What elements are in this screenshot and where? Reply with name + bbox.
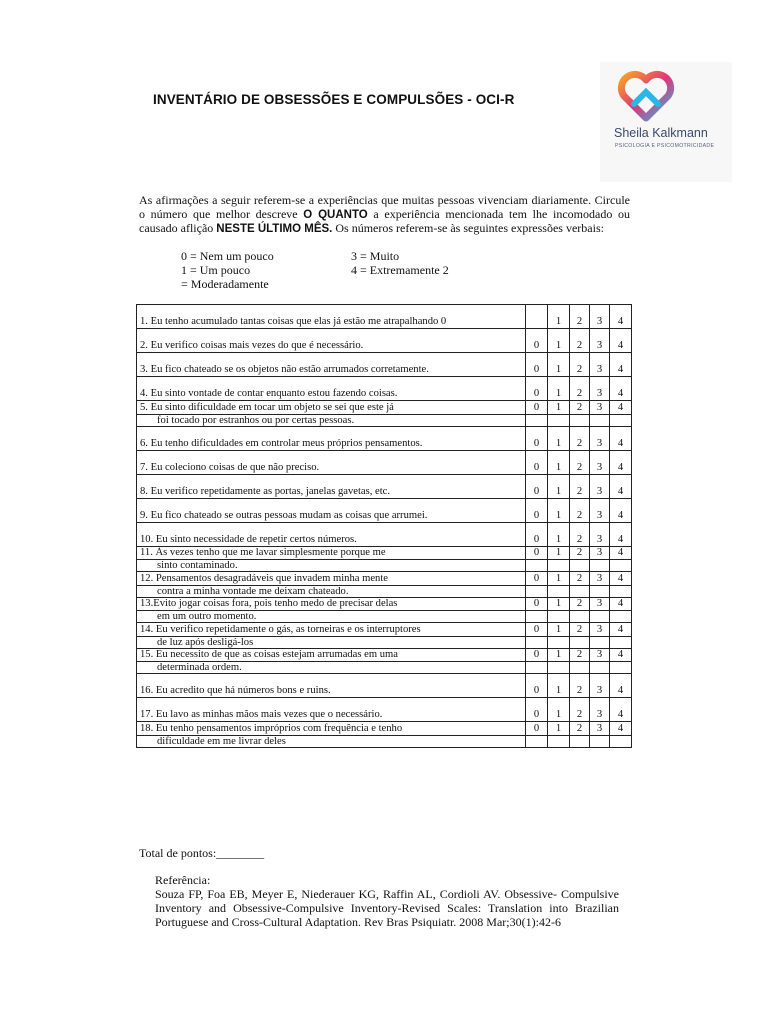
empty-cell [590, 662, 610, 674]
table-row [137, 450, 632, 474]
score-option-4[interactable]: 4 [610, 698, 632, 722]
legend-3: 3 = Muito [351, 249, 400, 263]
score-option-4[interactable]: 4 [610, 305, 632, 329]
score-option-1[interactable]: 1 [548, 698, 570, 722]
score-option-2[interactable]: 2 [570, 623, 590, 637]
table-row-continuation [137, 735, 632, 747]
score-option-2[interactable]: 2 [570, 722, 590, 736]
table-row [137, 377, 632, 401]
score-option-0[interactable]: 0 [526, 698, 548, 722]
empty-cell [610, 560, 632, 572]
empty-cell [590, 585, 610, 597]
reference [155, 873, 619, 929]
score-option-4[interactable]: 4 [610, 546, 632, 560]
score-option-4[interactable]: 4 [610, 377, 632, 401]
empty-cell [526, 414, 548, 426]
empty-cell [610, 585, 632, 597]
score-option-2[interactable]: 2 [570, 353, 590, 377]
score-option-0[interactable]: 0 [526, 353, 548, 377]
legend-left [181, 249, 274, 291]
intro-bold-1: O QUANTO [303, 208, 368, 221]
total-points: Total de pontos:________ [139, 846, 265, 860]
item-text-continuation: dificuldade em me livrar deles [137, 735, 526, 747]
table-row-continuation [137, 662, 632, 674]
item-text-continuation: de luz após desligá-los [137, 636, 526, 648]
table-row [137, 353, 632, 377]
score-option-2[interactable]: 2 [570, 597, 590, 611]
score-option-0[interactable]: 0 [526, 522, 548, 546]
score-option-1[interactable]: 1 [548, 597, 570, 611]
intro-bold-2: NESTE ÚLTIMO MÊS. [216, 223, 333, 236]
empty-cell [570, 735, 590, 747]
score-option-3[interactable]: 3 [590, 426, 610, 450]
score-option-0[interactable]: 0 [526, 648, 548, 662]
score-option-4[interactable]: 4 [610, 648, 632, 662]
empty-cell [548, 662, 570, 674]
table-row [137, 597, 632, 611]
empty-cell [570, 585, 590, 597]
score-option-3[interactable]: 3 [590, 623, 610, 637]
score-option-1[interactable]: 1 [548, 353, 570, 377]
score-option-0[interactable]: 0 [526, 401, 548, 415]
score-option-3[interactable]: 3 [590, 377, 610, 401]
score-option-1[interactable]: 1 [548, 522, 570, 546]
empty-cell [570, 636, 590, 648]
score-option-1[interactable]: 1 [548, 329, 570, 353]
item-text: 5. Eu sinto dificuldade em tocar um objeto se sei que este já [137, 401, 526, 415]
instructions [139, 194, 630, 237]
empty-cell [548, 560, 570, 572]
item-text: 7. Eu coleciono coisas de que não preciso. [137, 450, 526, 474]
heart-logo-icon [614, 66, 678, 124]
empty-cell [526, 560, 548, 572]
logo-name: Sheila Kalkmann [614, 126, 708, 140]
table-row-continuation [137, 414, 632, 426]
score-option-2[interactable]: 2 [570, 426, 590, 450]
score-option-4[interactable]: 4 [610, 674, 632, 698]
score-option-4[interactable]: 4 [610, 450, 632, 474]
score-option-1[interactable]: 1 [548, 450, 570, 474]
legend-0: 0 = Nem um pouco [181, 249, 274, 263]
item-text-continuation: foi tocado por estranhos ou por certas pessoas. [137, 414, 526, 426]
empty-cell [548, 611, 570, 623]
score-option-0[interactable]: 0 [526, 572, 548, 586]
item-text: 14. Eu verifico repetidamente o gás, as torneiras e os interruptores [137, 623, 526, 637]
score-option-3[interactable]: 3 [590, 401, 610, 415]
score-option-1[interactable]: 1 [548, 426, 570, 450]
empty-cell [610, 414, 632, 426]
score-option-4[interactable]: 4 [610, 572, 632, 586]
item-text: 1. Eu tenho acumulado tantas coisas que elas já estão me atrapalhando 0 [137, 305, 526, 329]
empty-cell [610, 611, 632, 623]
score-option-2[interactable]: 2 [570, 474, 590, 498]
score-option-2[interactable]: 2 [570, 401, 590, 415]
empty-cell [570, 414, 590, 426]
logo-subtitle: PSICOLOGIA E PSICOMOTRICIDADE [615, 143, 715, 149]
score-option-0[interactable]: 0 [526, 426, 548, 450]
item-text: 16. Eu acredito que há números bons e ruins. [137, 674, 526, 698]
score-option-3[interactable]: 3 [590, 329, 610, 353]
empty-cell [570, 662, 590, 674]
score-option-4[interactable]: 4 [610, 597, 632, 611]
item-text: 6. Eu tenho dificuldades em controlar meus próprios pensamentos. [137, 426, 526, 450]
score-option-0[interactable]: 0 [526, 377, 548, 401]
score-option-1[interactable]: 1 [548, 498, 570, 522]
empty-cell [526, 585, 548, 597]
empty-cell [526, 636, 548, 648]
score-option-3[interactable]: 3 [590, 305, 610, 329]
table-row [137, 572, 632, 586]
score-option-0[interactable]: 0 [526, 498, 548, 522]
table-row [137, 474, 632, 498]
item-text: 10. Eu sinto necessidade de repetir certos números. [137, 522, 526, 546]
score-option-1[interactable]: 1 [548, 623, 570, 637]
score-option-2[interactable]: 2 [570, 329, 590, 353]
score-option-0[interactable]: 0 [526, 623, 548, 637]
score-option-3[interactable]: 3 [590, 722, 610, 736]
score-option-4[interactable]: 4 [610, 474, 632, 498]
table-row [137, 698, 632, 722]
score-option-2[interactable]: 2 [570, 450, 590, 474]
score-cell-empty [526, 305, 548, 329]
empty-cell [590, 414, 610, 426]
score-option-2[interactable]: 2 [570, 377, 590, 401]
item-text: 11. Às vezes tenho que me lavar simplesmente porque me [137, 546, 526, 560]
reference-label: Referência: [155, 873, 211, 887]
empty-cell [570, 560, 590, 572]
score-option-1[interactable]: 1 [548, 648, 570, 662]
page-title: INVENTÁRIO DE OBSESSÕES E COMPULSÕES - OCI-R [153, 92, 515, 107]
score-option-3[interactable]: 3 [590, 450, 610, 474]
score-option-4[interactable]: 4 [610, 353, 632, 377]
score-option-1[interactable]: 1 [548, 377, 570, 401]
score-option-1[interactable]: 1 [548, 572, 570, 586]
empty-cell [610, 662, 632, 674]
legend-4: 4 = Extremamente 2 [351, 263, 449, 277]
score-option-3[interactable]: 3 [590, 498, 610, 522]
score-option-0[interactable]: 0 [526, 597, 548, 611]
score-option-0[interactable]: 0 [526, 546, 548, 560]
score-option-3[interactable]: 3 [590, 353, 610, 377]
score-option-1[interactable]: 1 [548, 546, 570, 560]
score-option-1[interactable]: 1 [548, 305, 570, 329]
empty-cell [570, 611, 590, 623]
legend-1: 1 = Um pouco [181, 263, 251, 277]
score-option-4[interactable]: 4 [610, 522, 632, 546]
score-option-2[interactable]: 2 [570, 522, 590, 546]
score-option-4[interactable]: 4 [610, 722, 632, 736]
table-row-continuation [137, 611, 632, 623]
item-text-continuation: em um outro momento. [137, 611, 526, 623]
empty-cell [548, 414, 570, 426]
intro-text-3: Os números referem-se às seguintes expressões verbais: [332, 221, 604, 236]
item-text: 17. Eu lavo as minhas mãos mais vezes que o necessário. [137, 698, 526, 722]
table-row [137, 426, 632, 450]
empty-cell [590, 636, 610, 648]
score-option-4[interactable]: 4 [610, 623, 632, 637]
score-option-1[interactable]: 1 [548, 674, 570, 698]
score-option-4[interactable]: 4 [610, 426, 632, 450]
table-row-continuation [137, 636, 632, 648]
score-option-4[interactable]: 4 [610, 329, 632, 353]
empty-cell [610, 735, 632, 747]
score-option-3[interactable]: 3 [590, 698, 610, 722]
table-row [137, 722, 632, 736]
score-option-3[interactable]: 3 [590, 648, 610, 662]
table-row [137, 401, 632, 415]
item-text: 2. Eu verifico coisas mais vezes do que é necessário. [137, 329, 526, 353]
score-option-2[interactable]: 2 [570, 305, 590, 329]
score-option-0[interactable]: 0 [526, 474, 548, 498]
score-option-0[interactable]: 0 [526, 450, 548, 474]
table-row [137, 546, 632, 560]
item-text: 4. Eu sinto vontade de contar enquanto estou fazendo coisas. [137, 377, 526, 401]
score-option-2[interactable]: 2 [570, 674, 590, 698]
score-option-1[interactable]: 1 [548, 401, 570, 415]
empty-cell [548, 636, 570, 648]
table-row [137, 648, 632, 662]
score-option-3[interactable]: 3 [590, 597, 610, 611]
score-option-4[interactable]: 4 [610, 401, 632, 415]
item-text: 3. Eu fico chateado se os objetos não estão arrumados corretamente. [137, 353, 526, 377]
empty-cell [526, 611, 548, 623]
score-option-2[interactable]: 2 [570, 498, 590, 522]
score-option-0[interactable]: 0 [526, 674, 548, 698]
score-option-4[interactable]: 4 [610, 498, 632, 522]
score-option-0[interactable]: 0 [526, 329, 548, 353]
table-row [137, 674, 632, 698]
item-text: 8. Eu verifico repetidamente as portas, janelas gavetas, etc. [137, 474, 526, 498]
empty-cell [590, 611, 610, 623]
empty-cell [590, 560, 610, 572]
reference-text: Souza FP, Foa EB, Meyer E, Niederauer KG, Raffin AL, Cordioli AV. Obsessive- Compulsive Inventory and Obsessive-Compulsive Inventory-Revised Scales: Translation into Brazilian Portuguese and Cross-Cultural Adaptation. Rev Bras Psiquiatr. 2008 Mar;30(1):42-6 [155, 887, 619, 929]
item-text: 9. Eu fico chateado se outras pessoas mudam as coisas que arrumei. [137, 498, 526, 522]
intro-text-2: a experiência mencionada tem lhe incomodado ou causado aflição [139, 206, 630, 236]
empty-cell [610, 636, 632, 648]
empty-cell [548, 585, 570, 597]
table-row-continuation [137, 585, 632, 597]
score-option-2[interactable]: 2 [570, 546, 590, 560]
legend-2: = Moderadamente [181, 277, 269, 291]
oci-table [136, 304, 632, 748]
empty-cell [548, 735, 570, 747]
score-option-0[interactable]: 0 [526, 722, 548, 736]
item-text: 12. Pensamentos desagradáveis que invadem minha mente [137, 572, 526, 586]
empty-cell [526, 735, 548, 747]
score-option-1[interactable]: 1 [548, 474, 570, 498]
score-option-3[interactable]: 3 [590, 474, 610, 498]
item-text: 13.Evito jogar coisas fora, pois tenho medo de precisar delas [137, 597, 526, 611]
score-option-1[interactable]: 1 [548, 722, 570, 736]
table-row [137, 623, 632, 637]
score-option-2[interactable]: 2 [570, 648, 590, 662]
item-text: 18. Eu tenho pensamentos impróprios com frequência e tenho [137, 722, 526, 736]
score-option-2[interactable]: 2 [570, 572, 590, 586]
item-text-continuation: sinto contaminado. [137, 560, 526, 572]
empty-cell [590, 735, 610, 747]
legend-right [351, 249, 449, 277]
score-option-2[interactable]: 2 [570, 698, 590, 722]
score-option-3[interactable]: 3 [590, 546, 610, 560]
table-row [137, 329, 632, 353]
brand-logo [600, 62, 732, 182]
table-row-continuation [137, 560, 632, 572]
item-text: 15. Eu necessito de que as coisas estejam arrumadas em uma [137, 648, 526, 662]
score-option-3[interactable]: 3 [590, 674, 610, 698]
item-text-continuation: contra a minha vontade me deixam chateado. [137, 585, 526, 597]
table-row [137, 498, 632, 522]
table-row [137, 305, 632, 329]
table-row [137, 522, 632, 546]
intro-text-1: As afirmações a seguir referem-se a experiências que muitas pessoas vivenciam diariamente. Circule o número que melhor descreve [139, 193, 630, 221]
score-option-3[interactable]: 3 [590, 522, 610, 546]
empty-cell [526, 662, 548, 674]
score-option-3[interactable]: 3 [590, 572, 610, 586]
item-text-continuation: determinada ordem. [137, 662, 526, 674]
